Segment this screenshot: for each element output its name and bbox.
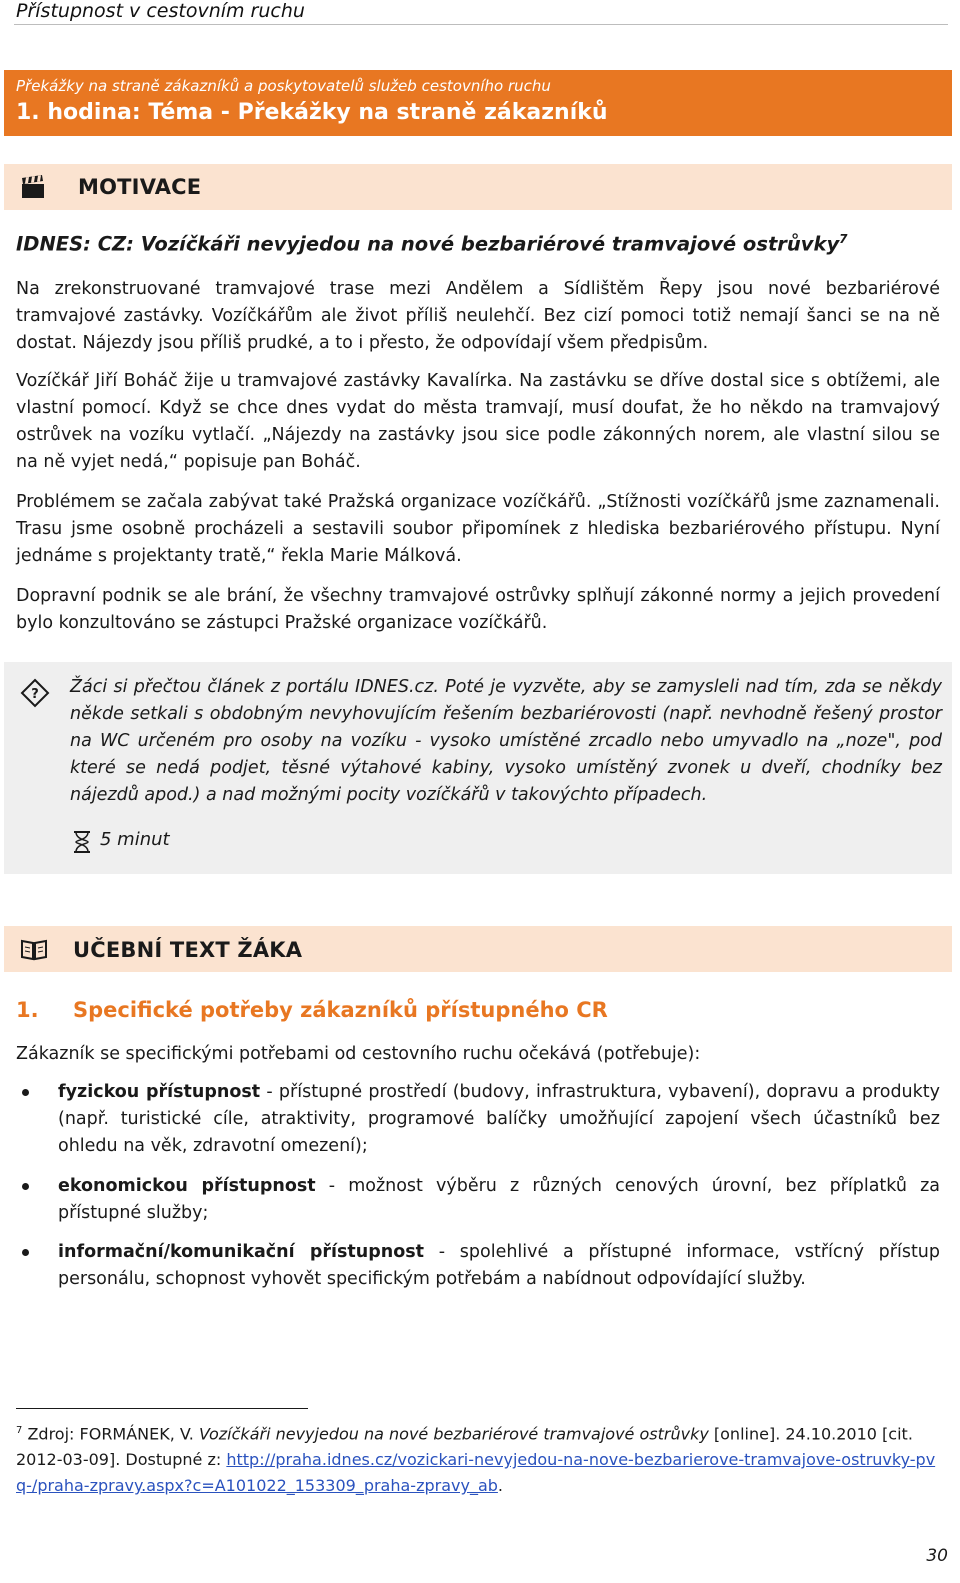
chapter-number: 1. (16, 998, 39, 1022)
list-item-text: - spolehlivé a přístupné informace, vstřícný přístup personálu, schopnost vyhovět specifickým potřebám a nabídnout odpovídající služby. (58, 1242, 941, 1289)
bullet-marker (22, 1183, 29, 1190)
article-title (16, 232, 848, 256)
footnote-prefix: Zdroj: FORMÁNEK, V. (22, 1424, 199, 1444)
article-paragraph: Vozíčkář Jiří Boháč žije u tramvajové zastávky Kavalírka. Na zastávku se dříve dostal sice s obtížemi, ale vlastní pomocí. Když se chce dnes vydat do města tramvají, musí doufat, že ho někdo na tramvajový ostrůvek na vozíku vytlačí. „Nájezdy na zastávky jsou sice podle zákonných norem, ale vlastní silou se na ně vyjet nedá,“ popisuje pan Boháč. (16, 371, 940, 472)
list-item-text: - možnost výběru z různých cenových úrovní, bez příplatků za přístupné služby; (58, 1176, 941, 1223)
page-number: 30 (926, 1546, 948, 1566)
footnote-divider (16, 1408, 308, 1409)
banner-title: 1. hodina: Téma - Překážky na straně zákazníků (16, 100, 608, 125)
open-book-icon (20, 937, 48, 965)
list-item-term: fyzickou přístupnost (58, 1082, 261, 1102)
list-item (58, 1239, 940, 1293)
motivation-label: MOTIVACE (78, 175, 202, 199)
svg-text:?: ? (31, 687, 39, 702)
student-text-label: UČEBNÍ TEXT ŽÁKA (73, 938, 303, 962)
footnote-ref: 7 (839, 232, 848, 246)
footnote-number: 7 (16, 1425, 23, 1436)
clapperboard-icon (20, 174, 46, 204)
running-head: Přístupnost v cestovním ruchu (16, 0, 305, 22)
list-item-text: - přístupné prostředí (budovy, infrastruktura, vybavení), dopravu a produkty (např. turistické cíle, atraktivity, programové balíčky umožňující zapojení všech účastníků bez ohledu na věk, zdravotní omezení); (58, 1082, 940, 1156)
article-title-text: IDNES: CZ: Vozíčkáři nevyjedou na nové bezbariérové tramvajové ostrůvky (16, 232, 840, 256)
hourglass-icon (72, 830, 92, 858)
footnote-details: [online]. 24.10.2010 [cit. 2012-03-09]. Dostupné z: (16, 1424, 913, 1470)
footnote (16, 1418, 940, 1499)
list-item-term: ekonomickou přístupnost (58, 1176, 316, 1196)
list-item (58, 1173, 940, 1227)
list-item (58, 1079, 940, 1160)
time-estimate: 5 minut (100, 829, 170, 850)
banner-subtitle: Překážky na straně zákazníků a poskytovatelů služeb cestovního ruchu (16, 77, 551, 95)
intro-paragraph: Zákazník se specifickými potřebami od cestovního ruchu očekává (potřebuje): (16, 1044, 701, 1064)
article-paragraph: Na zrekonstruované tramvajové trase mezi Andělem a Sídlištěm Řepy jsou nové bezbariérové tramvajové zastávky. Vozíčkářům ale život příliš neulehčí. Bez cizí pomoci totiž nemají šanci se na ně dostat. Nájezdy jsou příliš prudké, a to i přesto, že odpovídají všem předpisům. (16, 279, 940, 353)
article-paragraph: Problémem se začala zabývat také Pražská organizace vozíčkářů. „Stížnosti vozíčkářů jsme zaznamenali. Trasu jsme osobně procházeli a sestavili soubor připomínek z hlediska bezbariérového přístupu. Nyní jednáme s projektanty tratě,“ řekla Marie Málková. (16, 492, 940, 566)
bullet-marker (22, 1249, 29, 1256)
footnote-link[interactable]: http://praha.idnes.cz/vozickari-nevyjedou-na-nove-bezbarierove-tramvajove-ostruvky-pvq-/praha-zpravy.aspx?c=A101022_153309_praha-zpravy_ab (16, 1450, 936, 1496)
chapter-title: Specifické potřeby zákazníků přístupného CR (73, 998, 608, 1022)
header-divider (14, 24, 948, 25)
article-paragraph: Dopravní podnik se ale brání, že všechny tramvajové ostrůvky splňují zákonné normy a jejich provedení bylo konzultováno se zástupci Pražské organizace vozíčkářů. (16, 586, 940, 633)
list-item-term: informační/komunikační přístupnost (58, 1242, 425, 1262)
bullet-marker (22, 1089, 29, 1096)
footnote-suffix: . (497, 1476, 504, 1496)
task-text: Žáci si přečtou článek z portálu IDNES.cz. Poté je vyzvěte, aby se zamysleli nad tím, zda se někdy někde setkali s obdobným nevyhovujícím řešením bezbariérovosti (např. nevhodně řešený prostor na WC určeném pro osoby na vozíku - vysoko umístěné zrcadlo nebo umyvadlo na „noze", pod které se nedá podjet, těsné výtahové kabiny, vysoko umístěný zvonek u dveří, chodníky bez nájezdů apod.) a nad možnými pocity vozíčkářů v takovýchto případech. (70, 677, 942, 805)
question-diamond-icon (20, 678, 50, 712)
footnote-source-title: Vozíčkáři nevyjedou na nové bezbariérové tramvajové ostrůvky (198, 1424, 709, 1444)
